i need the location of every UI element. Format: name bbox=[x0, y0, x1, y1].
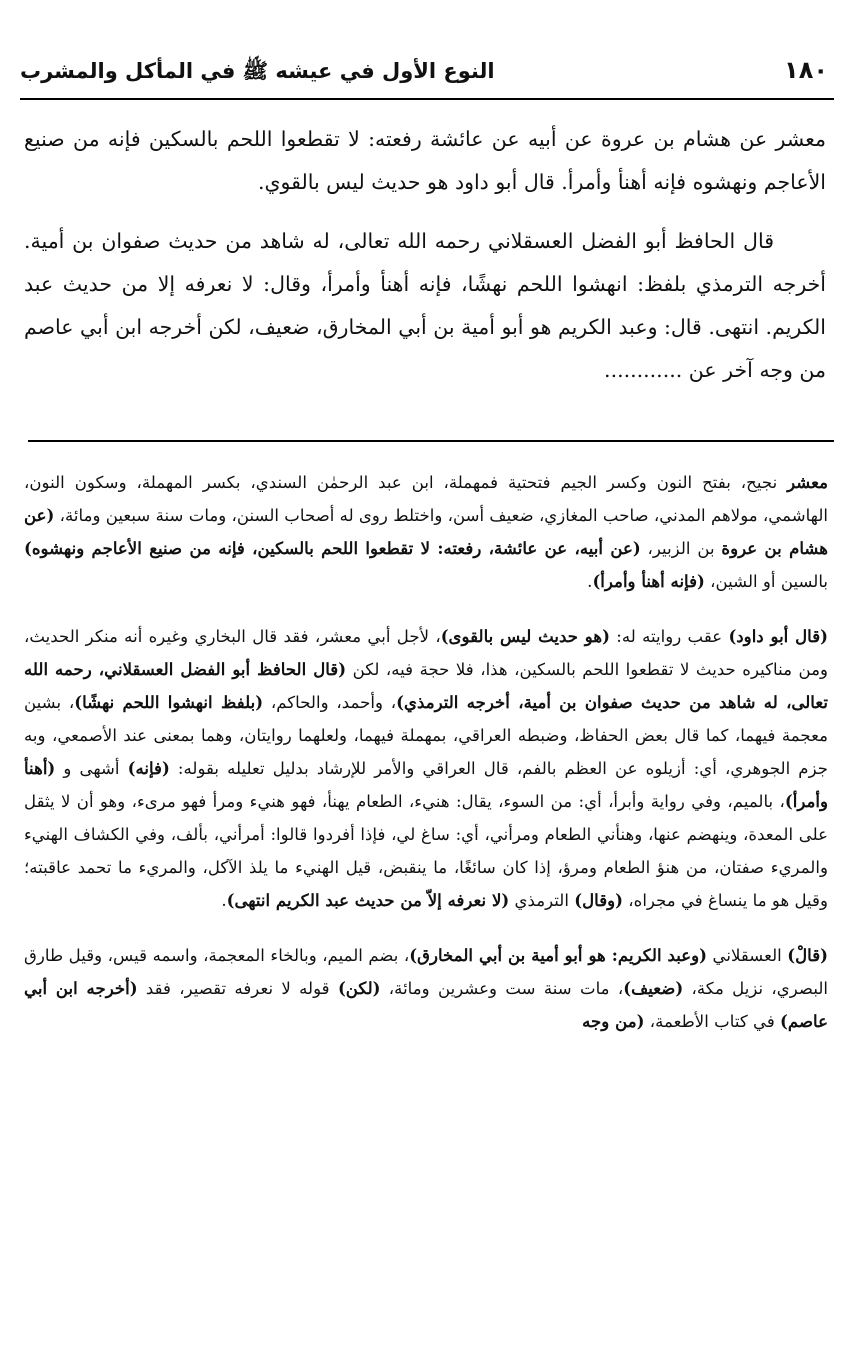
main-paragraph-1: معشر عن هشام بن عروة عن أبيه عن عائشة رفعته: لا تقطعوا اللحم بالسكين فإنه من صنيع الأعاجم ونهشوه فإنه أهنأ وأمرأ. قال أبو داود هو حديث ليس بالقوي. bbox=[24, 127, 826, 194]
commentary-text: . bbox=[587, 572, 593, 591]
bold-quote: (لكن) bbox=[337, 978, 381, 998]
commentary-text: أشهى و bbox=[55, 759, 128, 778]
ellipsis-dots: ............ bbox=[604, 358, 683, 382]
bold-quote: (لا نعرفه إلاّ من حديث عبد الكريم انتهى) bbox=[226, 890, 510, 910]
bold-quote: (عن أبيه، عن عائشة، رفعته: لا تقطعوا اللحم بالسكين، فإنه من صنيع الأعاجم ونهشوه) bbox=[24, 538, 641, 558]
main-paragraph-2-text: قال الحافظ أبو الفضل العسقلاني رحمه الله تعالى، له شاهد من حديث صفوان بن أمية. أخرجه الترمذي بلفظ: انهشوا اللحم نهشًا، فإنه أهنأ وأمرأ، وقال: لا نعرفه إلا من حديث عبد الكريم. انتهى. قال: وعبد الكريم هو أبو أمية بن أبي المخارق، ضعيف، لكن أخرجه ابن أبي عاصم من وجه آخر عن bbox=[24, 229, 826, 382]
commentary-text: الترمذي bbox=[509, 891, 575, 910]
bold-quote: (قال أبو داود) bbox=[728, 626, 828, 646]
bold-quote: (أخرجه ابن أبي عاصم) bbox=[24, 978, 828, 1031]
bold-quote: (بلفظ انهشوا اللحم نهشًا) bbox=[74, 692, 264, 712]
bold-quote: (قال الحافظ أبو الفضل العسقلاني، رحمه الله تعالى، له شاهد من حديث صفوان بن أمية، أخرجه الترمذي) bbox=[24, 659, 828, 712]
commentary-text: ، بالميم، وفي رواية وأبرأ، أي: من السوء، يقال: هنيء، الطعام يهنأ، فهو هنيء ومرأ فهو مرىء، وهو أن لا يثقل على المعدة، وينهضم عنها، وهنأني الطعام ومرأني، أي: ساغ لي، فإذا أفردوا قالوا: أمرأني، بألف، وفي الكشاف الهنيء والمريء صفتان، من هنؤ الطعام ومرؤ، إذا كان سائغًا، ما ينقبض، قيل الهنيء ما يلذ الآكل، والمريء ما تحمد عاقبته؛ وقيل هو ما ينساغ في مجراه، bbox=[24, 792, 828, 910]
bold-quote: (قالْ) bbox=[787, 945, 828, 965]
running-title: النوع الأول في عيشه ﷺ في المأكل والمشرب bbox=[20, 59, 495, 83]
bold-quote: (أهنأ وأمرأ) bbox=[24, 758, 828, 811]
commentary-text: بن الزبير، bbox=[640, 539, 722, 558]
bold-quote: (ضعيف) bbox=[623, 978, 684, 998]
commentary-text: العسقلاني bbox=[707, 946, 788, 965]
commentary-text: قوله لا نعرفه تقصير، فقد bbox=[137, 979, 338, 998]
commentary bbox=[24, 466, 828, 1060]
commentary-text: ، لأجل أبي معشر، فقد قال البخاري وغيره أنه منكر الحديث، ومن مناكيره حديث لا تقطعوا اللحم بالسكين، هذا، فلا حجة فيه، لكن bbox=[24, 627, 828, 679]
page-header bbox=[20, 56, 834, 92]
commentary-text: في كتاب الأطعمة، bbox=[644, 1012, 781, 1031]
main-text bbox=[24, 118, 826, 408]
commentary-text: . bbox=[221, 891, 227, 910]
footnote-rule bbox=[28, 440, 834, 442]
commentary-paragraph bbox=[24, 939, 828, 1038]
commentary-text: ، مات سنة ست وعشرين ومائة، bbox=[380, 979, 624, 998]
commentary-text: ، بشين معجمة فيهما، كما قال بعض الحفاظ، وضبطه العراقي، بمهملة فيهما، ولعلهما روايتان، وهما بمعنى عند الأصمعي، وبه جزم الجوهري، أي: أزيلوه عن العظم بالفم، قال العراقي والأمر للإرشاد بدليل تعليله بقوله: bbox=[24, 693, 828, 778]
commentary-text: ، وأحمد، والحاكم، bbox=[263, 693, 397, 712]
bold-quote: (فإنه) bbox=[127, 758, 170, 778]
main-paragraph-2 bbox=[24, 220, 826, 392]
bold-quote: (من وجه bbox=[582, 1011, 645, 1031]
bold-quote: (هو حديث ليس بالقوى) bbox=[440, 626, 610, 646]
commentary-text: نجيح، بفتح النون وكسر الجيم فتحتية فمهملة، ابن عبد الرحمٰن السندي، بكسر المهملة، وسكون النون، الهاشمي، مولاهم المدني، صاحب المغازي، ضعيف أسن، واختلط روى له أصحاب السنن، ومات سنة سبعين ومائة، bbox=[24, 473, 828, 525]
header-rule bbox=[20, 98, 834, 100]
commentary-text: ، بضم الميم، وبالخاء المعجمة، واسمه قيس، وقيل طارق البصري، نزيل مكة، bbox=[24, 946, 828, 998]
page-number: ١٨٠ bbox=[784, 56, 828, 84]
bold-quote: (وقال) bbox=[574, 890, 623, 910]
bold-quote: معشر bbox=[787, 472, 828, 492]
bold-quote: (فإنه أهنأ وأمرأ) bbox=[592, 571, 705, 591]
commentary-text: عقب روايته له: bbox=[609, 627, 729, 646]
bold-quote: (عن هشام بن عروة bbox=[24, 505, 828, 558]
commentary-paragraph bbox=[24, 620, 828, 917]
commentary-text: بالسين أو الشين، bbox=[704, 572, 828, 591]
bold-quote: (وعبد الكريم: هو أبو أمية بن أبي المخارق) bbox=[409, 945, 708, 965]
commentary-paragraph bbox=[24, 466, 828, 598]
